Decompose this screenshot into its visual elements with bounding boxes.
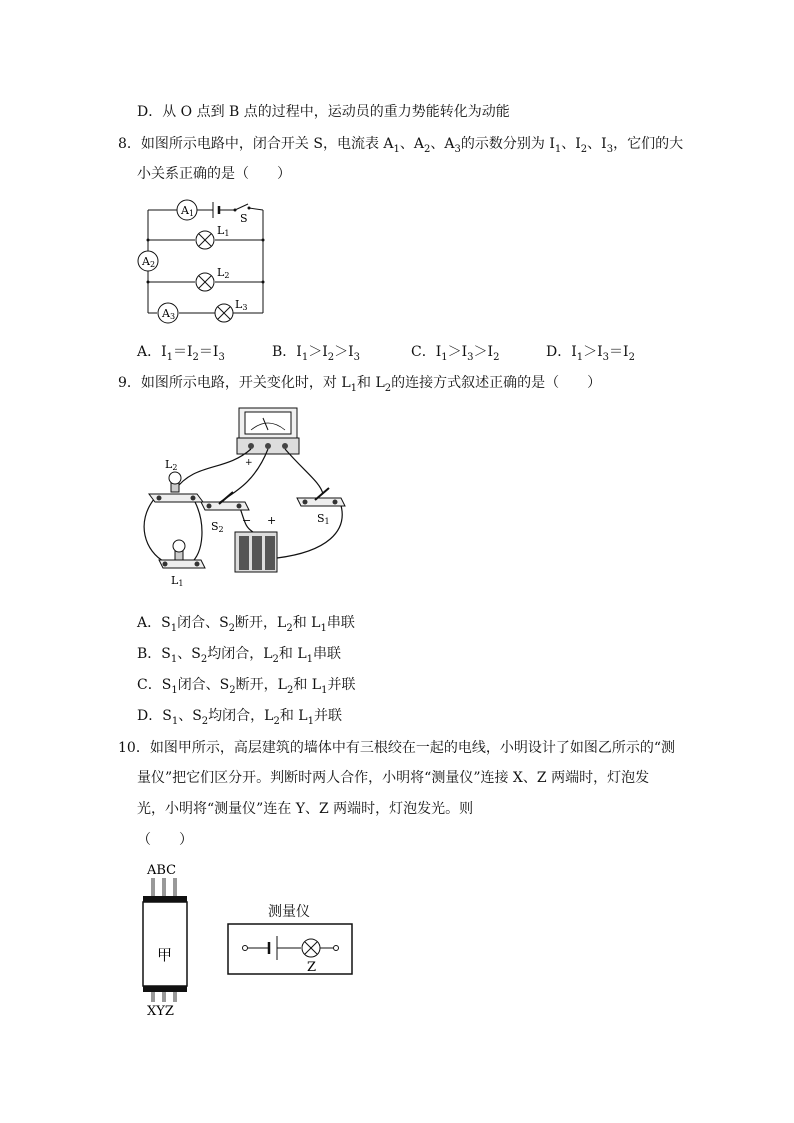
fig-body-label: 甲 — [157, 946, 173, 964]
s1-label: S1 — [317, 512, 330, 526]
switch-s2-icon — [201, 492, 249, 510]
q7-option-d: D．从 O 点到 B 点的过程中，运动员的重力势能转化为动能 — [137, 104, 510, 120]
q9-option-d: D．$S_1$、$S_2$均闭合，$L_2$和 $L_1$并联 — [137, 708, 342, 727]
l1-label: L1 — [217, 224, 230, 238]
q10-stem-line1: 10．如图甲所示，高层建筑的墙体中有三根绞在一起的电线，小明设计了如图乙所示的“测 — [118, 740, 675, 756]
a2-label: A2 — [142, 255, 156, 269]
q8-circuit-diagram — [135, 198, 275, 328]
q9-stem: 9．如图所示电路，开关变化时，对 $L_1$和 $L_2$的连接方式叙述正确的是（ ） — [118, 375, 602, 394]
q9-option-c: C．$S_1$闭合、$S_2$断开，$L_2$和 $L_1$并联 — [137, 677, 356, 696]
q9-circuit-drawing — [135, 402, 375, 587]
switch-s-label: S — [240, 212, 248, 225]
q8-option-c: C．$I_1>I_3>I_2$ — [411, 344, 500, 363]
fig-top-label: ABC — [147, 863, 177, 878]
q8-option-a: A．$I_1=I_2=I_3$ — [137, 344, 225, 363]
q8-number: 8． — [118, 136, 141, 152]
q8-option-b: B．$I_1>I_2>I_3$ — [272, 344, 361, 363]
lamp-l2-icon — [149, 472, 203, 502]
q8-stem-line2: 小关系正确的是（ ） — [137, 166, 291, 182]
s2-label: S2 — [211, 520, 224, 534]
l2-label: L2 — [217, 266, 230, 280]
battery-plus: + — [267, 514, 277, 527]
meter-z-label: Z — [307, 960, 317, 975]
fig-bottom-label: XYZ — [147, 1004, 174, 1019]
switch-s1-icon — [297, 488, 345, 506]
q9-option-b: B．$S_1$、$S_2$均闭合，$L_2$和 $L_1$串联 — [137, 646, 342, 665]
q10-figure-jia — [135, 858, 205, 1018]
q8-stem-line1: 8．如图所示电路中，闭合开关 S，电流表 $A_1$、$A_2$、$A_3$的示数分别为 $I_1$、$I_2$、$I_3$，它们的大 — [118, 136, 684, 155]
battery-icon — [235, 532, 277, 572]
l2-drawing-label: L2 — [165, 458, 178, 472]
meter-title: 测量仪 — [268, 904, 310, 920]
a3-label: A3 — [162, 307, 176, 321]
q9-option-a: A．$S_1$闭合、$S_2$断开，$L_2$和 $L_1$串联 — [137, 615, 355, 634]
q8-option-d: D．$I_1>I_3=I_2$ — [546, 344, 635, 363]
q10-stem-line2: 量仪”把它们区分开。判断时两人合作，小明将“测量仪”连接 X、Z 两端时，灯泡发 — [137, 770, 650, 786]
q10-measuring-device — [227, 922, 357, 977]
l3-label: L3 — [235, 298, 248, 312]
ammeter-icon — [237, 408, 299, 454]
a1-label: A1 — [181, 204, 195, 218]
q10-stem-line3: 光，小明将“测量仪”连在 Y、Z 两端时，灯泡发光。则 — [137, 801, 474, 817]
ammeter-plus-label: + — [245, 458, 253, 468]
l1-drawing-label: L1 — [171, 574, 184, 588]
battery-minus: − — [242, 514, 252, 527]
q10-stem-line4: （ ） — [137, 832, 193, 848]
